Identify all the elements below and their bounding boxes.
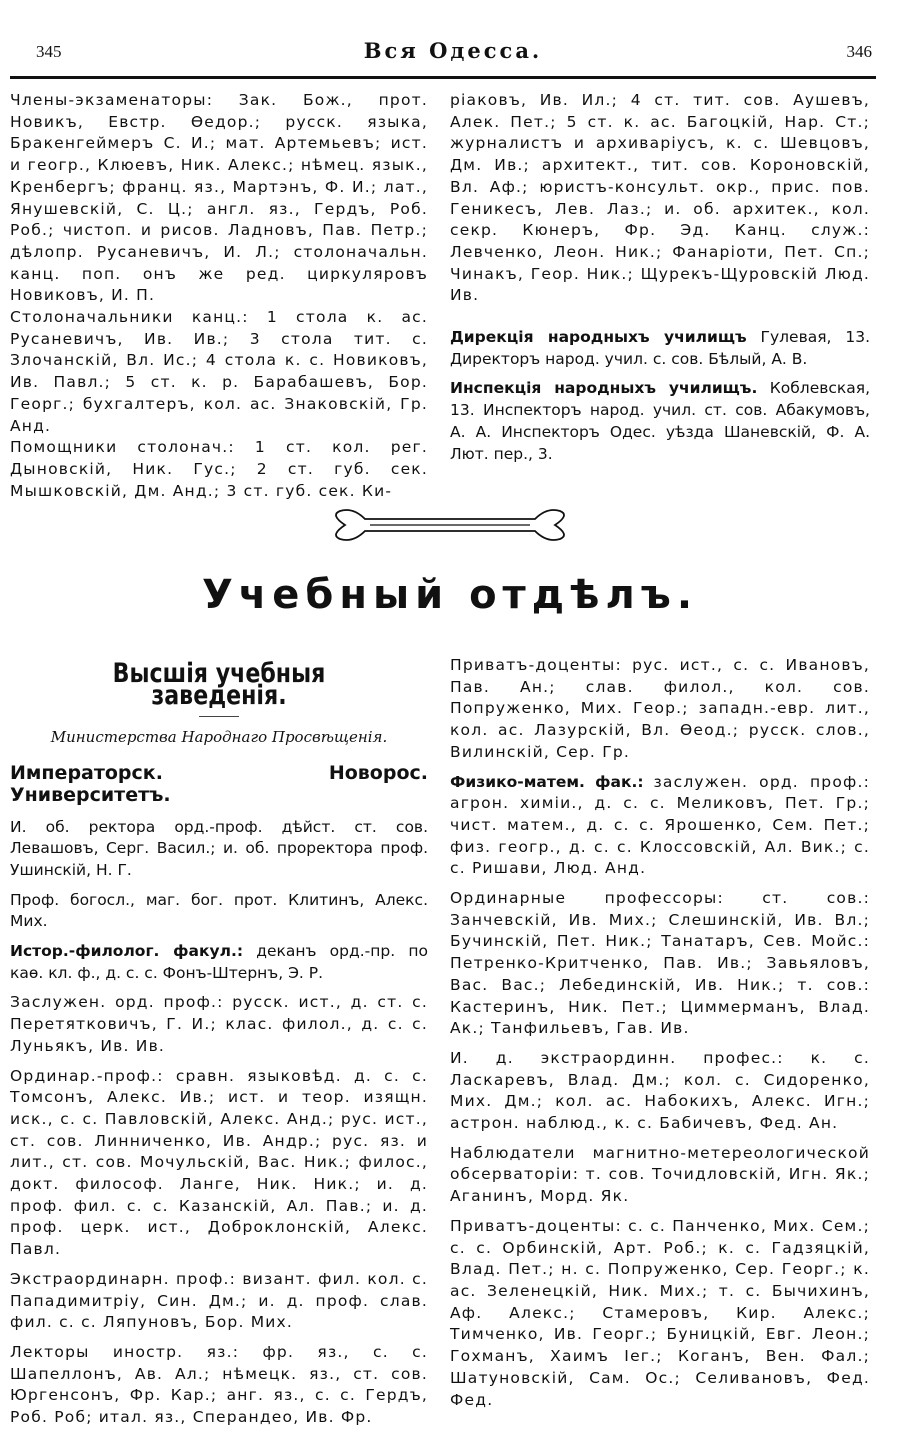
paragraph-extraordinary-profs: Экстраординарн. проф.: визант. фил. кол. с. Пападимитріу, Син. Дм.; и. д. проф. слав. фил. с. с. Ляпуновъ, Бор. Мих.: [10, 1269, 428, 1332]
phys-math-heading: Физико-матем. фак.:: [450, 772, 644, 791]
paragraph-chancery-heads: Столоначальники канц.: 1 стола к. ас. Русаневичъ, Ив. Ив.; 3 стола тит. с. Злочанскій, Вл. Ис.; 4 стола к. с. Новиковъ, Ив. Павл.; 5 ст. к. р. Барабашевъ, Бор. Георг.; бухгалтеръ, кол. ас. Знаковскій, Гр. Анд.: [10, 308, 428, 435]
paragraph-hist-phil: [10, 941, 428, 984]
hist-phil-heading: Истор.-филолог. факул.:: [10, 942, 244, 961]
paragraph-privat-docents-2: Приватъ-доценты: с. с. Панченко, Мих. Сем.; с. с. Орбинскій, Арт. Роб.; к. с. Гадзяцкій, Влад. Пет.; н. с. Попруженко, Сер. Георг.; к. ас. Зеленецкій, Ник. Мих.; т. с. Бычихинъ, Аф. Алекс.; Стамеровъ, Кир. Алекс.; Тимченко, Ив. Георг.; Буницкій, Евг. Леон.; Гохманъ, Хаимъ Іег.; Коганъ, Вен. Фал.; Шатуновскій, Сам. Ос.; Селивановъ, Фед. Фед.: [450, 1216, 870, 1409]
bottom-left-column: [10, 655, 428, 1429]
page-header: [28, 38, 878, 68]
paragraph-rector: И. об. ректора орд.-проф. дѣйст. ст. сов. Левашовъ, Серг. Васил.; и. об. проректора проф. Ушинскій, Н. Г.: [10, 817, 428, 879]
paragraph-observers: Наблюдатели магнитно-метереологической обсерваторіи: т. сов. Точидловскій, Игн. Як.; Аганинъ, Морд. Як.: [450, 1143, 870, 1206]
hist-phil-text: деканъ орд.-пр. по каө. кл. ф., д. с. с. Фонъ-Штернъ, Э. Р.: [10, 942, 428, 982]
ornament-divider: [325, 505, 575, 545]
spacer: [450, 315, 870, 327]
page-number-right: 346: [846, 42, 872, 61]
section-title: Учебный отдѣлъ.: [201, 572, 699, 618]
paragraph-inspection: [450, 378, 870, 465]
paragraph-assistants: Помощники столонач.: 1 ст. кол. рег. Дыновскій, Ник. Гус.; 2 ст. губ. сек. Мышковскій, Дм. Анд.; 3 ст. губ. сек. Ки-: [10, 438, 428, 500]
paragraph-theology: Проф. богосл., маг. бог. прот. Клитинъ, Алекс. Мих.: [10, 890, 428, 931]
paragraph-ordinary-professors: Ординарные профессоры: ст. сов.: Занчевскій, Ив. Мих.; Слешинскій, Ив. Вл.; Бучинскій, Пет. Ник.; Танатаръ, Сев. Мойс.: Петренко-Критченко, Пав. Ив.; Завьяловъ, Вас. Вас.; Лебединскій, Ив. Ник.; т. сов.: Кастеринъ, Ник. Пет.; Циммерманъ, Влад. Ак.; Танфильевъ, Гав. Ив.: [450, 889, 870, 1038]
paragraph-honored-profs: Заслужен. орд. проф.: русск. ист., д. ст. с. Перетятковичъ, Г. И.; клас. филол., д. с. с. Луньякъ, Ив. Ив.: [10, 993, 428, 1055]
paragraph-lecturers: Лекторы иностр. яз.: фр. яз., с. с. Шапеллонъ, Ав. Ал.; нѣмецк. яз., ст. сов. Юргенсонъ, Фр. Кар.; анг. яз., с. с. Гердъ, Роб. Роб; итал. яз., Сперандео, Ив. Фр.: [10, 1342, 428, 1427]
directorate-heading: Дирекція народныхъ училищъ: [450, 328, 747, 347]
top-right-column: [450, 90, 870, 465]
paragraph-privat-docents-1: Приватъ-доценты: рус. ист., с. с. Ивановъ, Пав. Ан.; слав. филол., кол. сов. Попруженко, Мих. Геор.; западн.-евр. лит., кол. ас. Лазурскій, Вл. Өеод.; русск. слов., Вилинскій, Сер. Гр.: [450, 656, 870, 761]
paragraph-acting-extraordinary: И. д. экстраординн. профес.: к. с. Ласкаревъ, Влад. Дм.; кол. с. Сидоренко, Мих. Дм.; кол. ас. Набокихъ, Алекс. Игн.; астрон. наблюд., к. с. Бабичевъ, Фед. Ан.: [450, 1048, 870, 1133]
running-title: Вся Одесса.: [363, 38, 543, 63]
directorate-text: Гулевая, 13. Директоръ народ. учил. с. сов. Бѣлый, А. В.: [450, 328, 870, 368]
paragraph-ordinary-profs: Ординар.-проф.: сравн. языковѣд. д. с. с. Томсонъ, Алекс. Ив.; ист. и теор. изящн. иск., с. с. Павловскій, Алекс. Анд.; рус. ист., ст. сов. Линниченко, Ив. Андр.; рус. яз. и лит., ст. сов. Мочульскій, Вас. Ник.; филос., докт. философ. Ланге, Ник. Ник.; и. д. проф. фил. с. с. Казанскій, Ал. Пав.; и. д. проф. церк. ист., Доброклонскій, Алекс. Павл.: [10, 1066, 428, 1259]
short-rule: [199, 716, 239, 717]
header-rule: [10, 76, 876, 79]
phys-math-text: заслужен. орд. проф.: агрон. химіи., д. с. с. Меликовъ, Пет. Гр.; чист. матем., д. с. с. Ярошенко, Сем. Пет.; физ. геогр., д. с. с. Клоссовскій, Ал. Вик.; с. с. Ришави, Люд. Анд.: [450, 772, 871, 878]
paragraph-phys-math: [450, 772, 870, 881]
ministry-label: Министерства Народнаго Просвѣщенія.: [50, 728, 388, 747]
bottom-right-column: [450, 655, 870, 1411]
paragraph-directorate: [450, 327, 870, 370]
inspection-text: Коблевская, 13. Инспекторъ народ. учил. ст. сов. Абакумовъ, А. А. Инспекторъ Одес. уѣзда Шаневскій, Ф. А. Лют. пер., 3.: [450, 379, 870, 463]
university-heading: Императорск. Новорос. Университетъ.: [10, 762, 428, 806]
inspection-heading: Инспекція народныхъ училищъ.: [450, 379, 758, 398]
subsection-title: Высшія учебныя заведенія.: [112, 658, 326, 711]
top-left-column: [10, 90, 428, 502]
paragraph-examiners: Члены-экзаменаторы: Зак. Бож., прот. Новикъ, Евстр. Өедор.; русск. языка, Бракенгеймеръ С. И.; мат. Артемьевъ; ист. и геогр., Клюевъ, Ник. Алекс.; нѣмец. язык., Кренбергъ; франц. яз., Мартэнъ, Ф. И.; лат., Янушевскій, С. Ц.; англ. яз., Гердъ, Роб. Роб.; чистоп. и рисов. Ладновъ, Пав. Петр.; дѣлопр. Русаневичъ, И. Л.; столоначальн. канц. поп. онъ же ред. циркуляровъ Новиковъ, И. П.: [10, 91, 428, 305]
page-number-left: 345: [36, 42, 62, 61]
paragraph-continuation: ріаковъ, Ив. Ил.; 4 ст. тит. сов. Аушевъ, Алек. Пет.; 5 ст. к. ас. Багоцкій, Нар. Ст.; журналистъ и архиваріусъ, к. с. Шевцовъ, Дм. Ив.; архитект., тит. сов. Короновскій, Вл. Аф.; юристъ-консульт. окр., прис. пов. Геникесъ, Лев. Лаз.; и. об. архитек., кол. секр. Кюнеръ, Фр. Эд. Канц. служ.: Левченко, Леон. Ник.; Фанаріоти, Пет. Сп.; Чинакъ, Геор. Ник.; Щурекъ-Щуровскій Люд. Ив.: [450, 91, 870, 305]
